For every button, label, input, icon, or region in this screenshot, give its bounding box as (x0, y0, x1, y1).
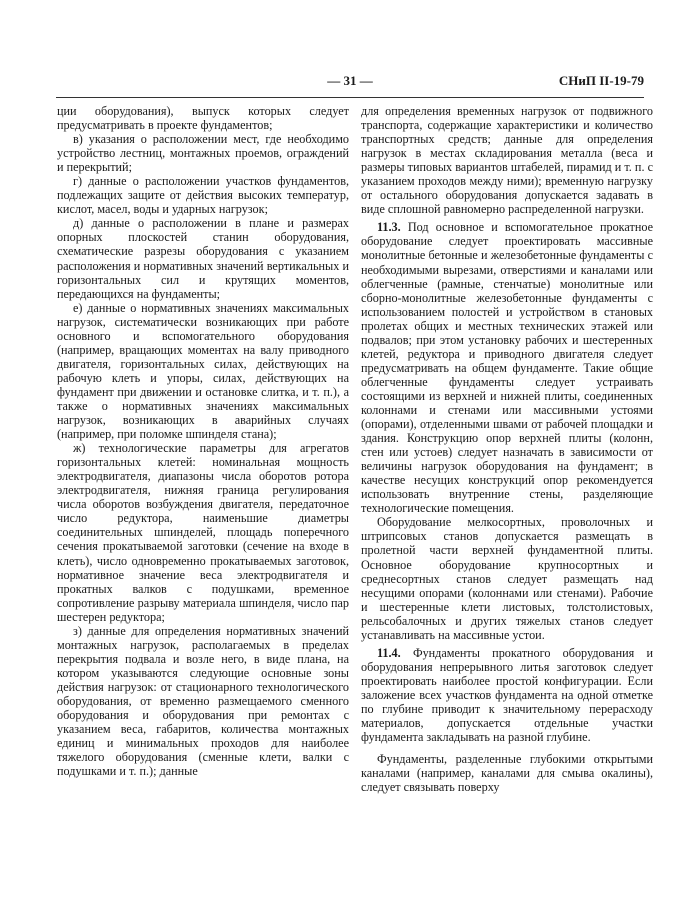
paragraph-text: Под основное и вспомогательное прокатное оборудование следует проектировать массивные монолитные бетонные и железобетонные фундаменты с необходимыми вырезами, отверстиями и каналами или облегченные (рамные, стенчатые) монолитные или сборно-монолитные железобетонные фундаменты с использованием полостей и устройством в становых пролетах общих и местных технических этажей или подвалов; при этом установку рабочих и шестеренных клетей, редуктора и приводного двигателя следует предусматривать на общем фундаменте. Такие общие облегченные фундаменты следует устраивать состоящими из верхней и нижней плиты, соединенных колоннами и стенами или массивными устоями (опорами), отделенными швами от рабочей площадки и здания. Конструкцию опор верхней плиты (колонн, стен или устоев) следует назначать в зависимости от величины нагрузок оборудования на фундамент; в качестве несущих конструкций опор рекомендуется использовать внутренние стены, разделяющие технологические помещения. (361, 220, 653, 516)
paragraph: д) данные о расположении в плане и размерах опорных плоскостей станин оборудования, схематические разрезы оборудования с указанием расположения и нормативных значений вертикальных и горизонтальных сил и крутящих моментов, передающихся на фундаменты; (57, 216, 349, 301)
paragraph: в) указания о расположении мест, где необходимо устройство лестниц, монтажных проемов, ограждений и перекрытий; (57, 132, 349, 175)
paragraph: г) данные о расположении участков фундаментов, подлежащих защите от действия высоких температур, кислот, масел, воды и ударных нагрузок; (57, 174, 349, 217)
document-code: СНиП II-19-79 (558, 73, 644, 88)
paragraph-text: Фундаменты прокатного оборудования и оборудования непрерывного литья заготовок следует проектировать наиболее простой конфигурации. Если заложение всех участков фундамента на одной отметке по глубине приводит к значительному перерасходу материалов, допускается отдельные участки фундамента закладывать на разной глубине. (361, 645, 654, 745)
header-rule (56, 97, 644, 98)
paragraph: Фундаменты, разделенные глубокими открытыми каналами (например, каналами для смыва окалины), следует связывать поверху (361, 752, 653, 795)
page-number: — 31 — (327, 73, 373, 88)
paragraph: ции оборудования), выпуск которых следует предусматривать в проекте фундаментов; (57, 104, 349, 133)
left-column (57, 104, 349, 778)
paragraph: е) данные о нормативных значениях максимальных нагрузок, систематически возникающих при работе основного и вспомогательного оборудования (например, вращающих моментах на валу приводного двигателя, горизонтальных силах, действующих на рабочую клеть и упоры, силах, действующих на фундамент при движении и остановке слитка, и т. п.), а также о нормативных значениях максимальных нагрузок, возникающих в аварийных случаях (например, при поломке шпинделя стана); (57, 300, 349, 442)
paragraph: Оборудование мелкосортных, проволочных и штрипсовых станов допускается размещать в пролетной части верхней фундаментной плиты. Основное оборудование крупносортных и среднесортных станов следует размещать над несущими опорами (колоннами или стенами). Рабочие и шестеренные клети листовых, толстолистовых, рельсобалочных и других тяжелых станов следует устанавливать на массивные устои. (361, 515, 653, 642)
paragraph: ж) технологические параметры для агрегатов горизонтальных клетей: номинальная мощность электродвигателя, диапазоны числа оборотов ротора электродвигателя, нижняя граница регулирования числа оборотов возбуждения двигателя, передаточное число редуктора, наименьшие диаметры соединительных шпинделей, площадь поперечного сечения прокатываемой заготовки (сечение на входе в клеть), число одновременно прокатываемых заготовок, нормативное значение веса электродвигателя и прокатных валков с подушками, временное сопротивление разрыву материала шпинделя, число пар шестерен редуктора; (57, 441, 349, 624)
page-header (56, 73, 644, 95)
right-column (361, 104, 653, 794)
section-number: 11.3. (377, 220, 401, 235)
paragraph: для определения временных нагрузок от подвижного транспорта, содержащие характеристики и количество транспортных средств; данные для определения нагрузок в местах складирования металла (веса и размеры типовых вариантов штабелей, пирамид и т. п. с указанием проходов между ними); временную нагрузку от остального оборудования допускается задавать в виде сплошной равномерно распределенной нагрузки. (361, 104, 653, 217)
section-paragraph (361, 646, 653, 744)
paragraph: з) данные для определения нормативных значений монтажных нагрузок, располагаемых в пределах перекрытия подвала и возле него, в виде плана, на котором указываются следующие основные зоны действия нагрузок: от стационарного технологического оборудования, от временно размещаемого сменного оборудования и оборудования при ремонтах с указанием веса, габаритов, количества монтажных единиц и минимальных проходов для наиболее тяжелого оборудования (сменные клети, валки с подушками и т. п.); данные (57, 623, 349, 779)
section-number: 11.4. (377, 645, 401, 660)
section-paragraph (361, 220, 653, 515)
